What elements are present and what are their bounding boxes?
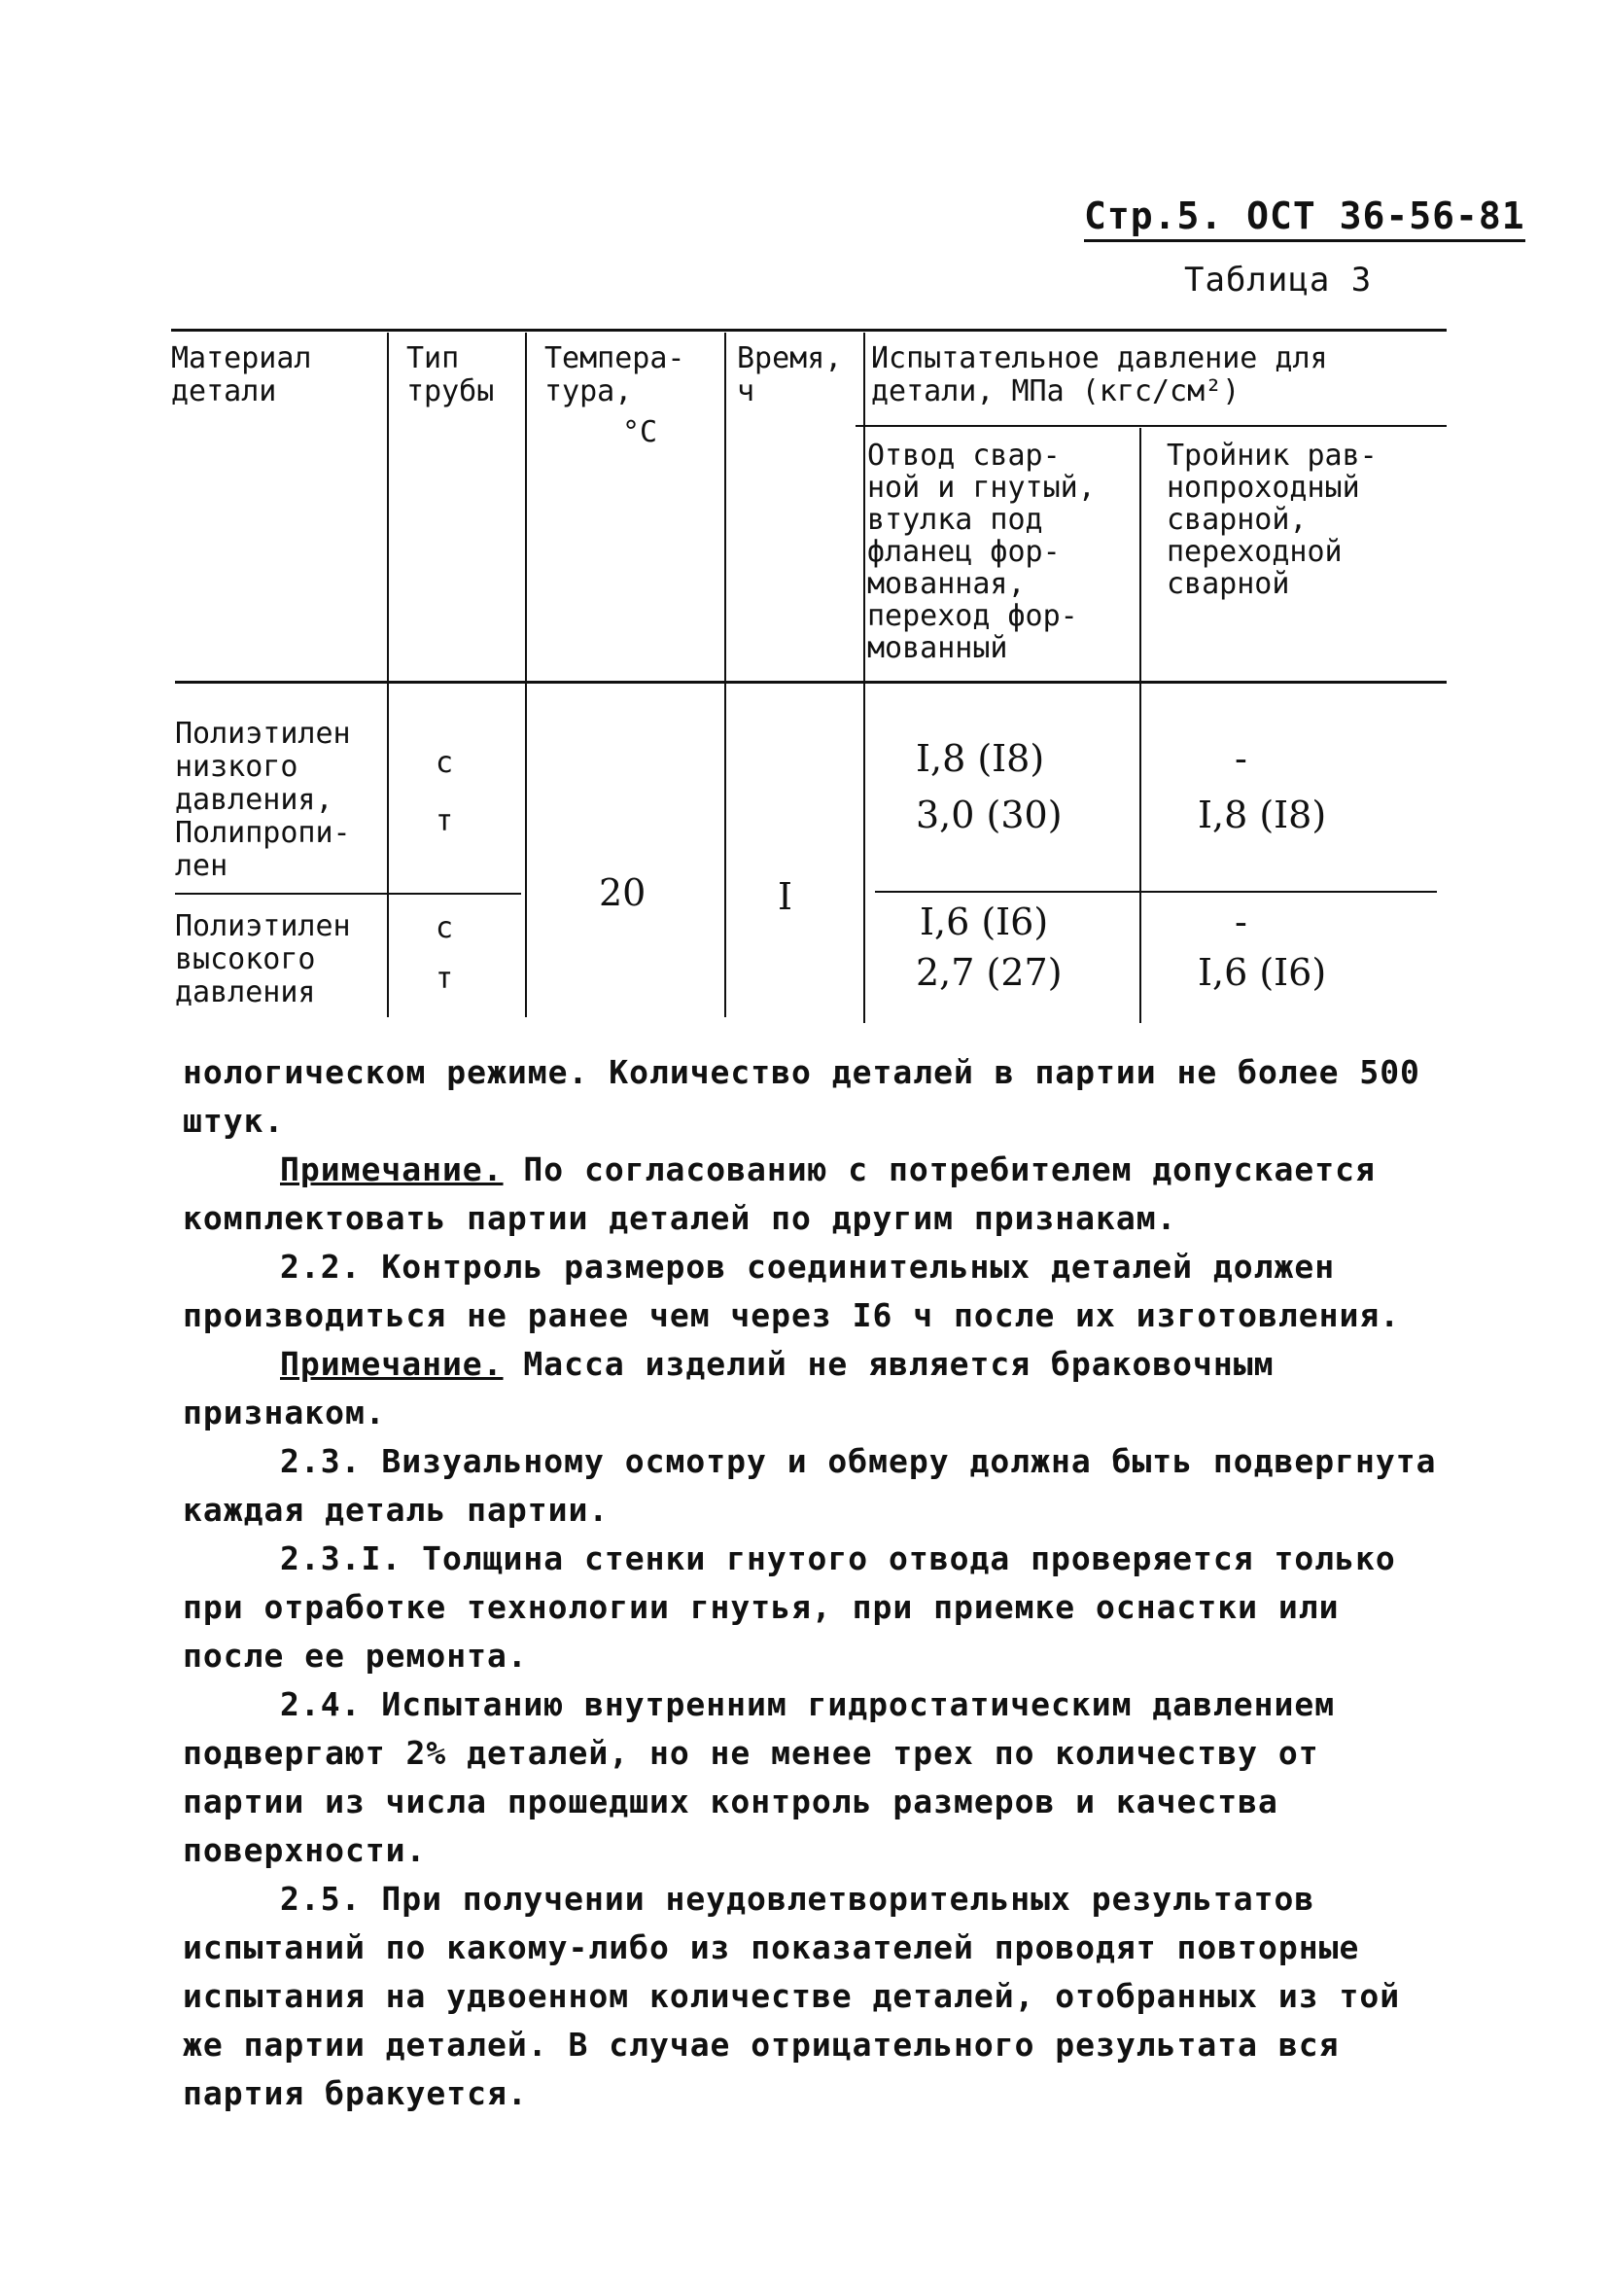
row2-col2-t: I,6 (I6) [1198, 951, 1327, 994]
header-bottom-rule [175, 681, 1447, 684]
row2-col1-s: I,6 (I6) [920, 901, 1049, 943]
row1-col2-s: - [1235, 737, 1247, 780]
row2-type-t: т [436, 962, 454, 996]
row1-material: Полиэтилен низкого давления, Полипропи- лен [175, 717, 351, 883]
paragraph-2-3: 2.3. Визуальному осмотру и обмеру должна быть подвергнута каждая деталь партии. [183, 1442, 1437, 1529]
paragraph-2-2: 2.2. Контроль размеров соединительных деталей должен производиться не ранее чем через I6 ч после их изготовления. [183, 1248, 1401, 1334]
header-material: Материал детали [171, 341, 312, 408]
row1-col1-t: 3,0 (30) [916, 794, 1063, 836]
table-top-rule [171, 329, 1447, 332]
header-pressure-col2: Тройник рав- нопроходный сварной, переходной сварной [1167, 439, 1378, 601]
row1-col1-s: I,8 (I8) [916, 737, 1045, 780]
header-temperature: Темпера- тура, [544, 341, 685, 408]
row1-type-t: т [436, 804, 454, 838]
note-2-label: Примечание. [280, 1345, 504, 1383]
shared-temperature: 20 [599, 871, 647, 914]
note-1 [183, 1146, 1456, 1243]
page-reference: Стр.5. ОСТ 36-56-81 [1084, 194, 1525, 242]
row2-material: Полиэтилен высокого давления [175, 909, 351, 1009]
shared-time: I [778, 875, 793, 918]
header-pressure-group: Испытательное давление для детали, МПа (кгс/см²) [871, 341, 1328, 408]
paragraph-2-3-1: 2.3.I. Толщина стенки гнутого отвода проверяется только при отработке технологии гнутья, при приемке оснастки или после ее ремонта. [183, 1539, 1396, 1675]
pressure-subheader-rule [856, 425, 1447, 427]
header-temperature-unit: °C [622, 415, 658, 449]
paragraph-continuation: нологическом режиме. Количество деталей в партии не более 500 штук. [183, 1053, 1420, 1140]
col-divider-5 [1139, 428, 1141, 1023]
row-separator-right [875, 891, 1437, 893]
header-pressure-col1: Отвод свар- ной и гнутый, втулка под фланец фор- мованная, переход фор- мованный [867, 439, 1096, 665]
header-time: Время, ч [737, 341, 843, 408]
paragraph-2-4: 2.4. Испытанию внутренним гидростатическим давлением подвергают 2% деталей, но не менее трех по количеству от партии из числа прошедших контроль размеров и качества поверхности. [183, 1685, 1336, 1869]
row2-type-s: с [436, 911, 454, 945]
note-1-text: По согласованию с потребителем допускается комплектовать партии деталей по другим признакам. [183, 1150, 1376, 1237]
col-divider-1 [387, 333, 389, 1017]
row2-col2-s: - [1235, 901, 1247, 943]
col-divider-2 [525, 333, 527, 1017]
note-2 [183, 1340, 1456, 1437]
note-1-label: Примечание. [280, 1150, 504, 1188]
row-separator-left [175, 893, 521, 895]
row1-type-s: с [436, 746, 454, 780]
body-text [183, 1048, 1456, 2118]
note-2-text: Масса изделий не является браковочным признаком. [183, 1345, 1275, 1431]
paragraph-2-5: 2.5. При получении неудовлетворительных результатов испытаний по какому-либо из показателей проводят повторные испытания на удвоенном количестве деталей, отобранных из той же партии деталей. В случае отрицательного результата вся партия бракуется. [183, 1880, 1401, 2112]
col-divider-3 [724, 333, 726, 1017]
row1-col2-t: I,8 (I8) [1198, 794, 1327, 836]
col-divider-4 [863, 333, 865, 1023]
table-label: Таблица 3 [1184, 261, 1373, 300]
header-pipe-type: Тип трубы [406, 341, 495, 408]
row2-col1-t: 2,7 (27) [916, 951, 1063, 994]
